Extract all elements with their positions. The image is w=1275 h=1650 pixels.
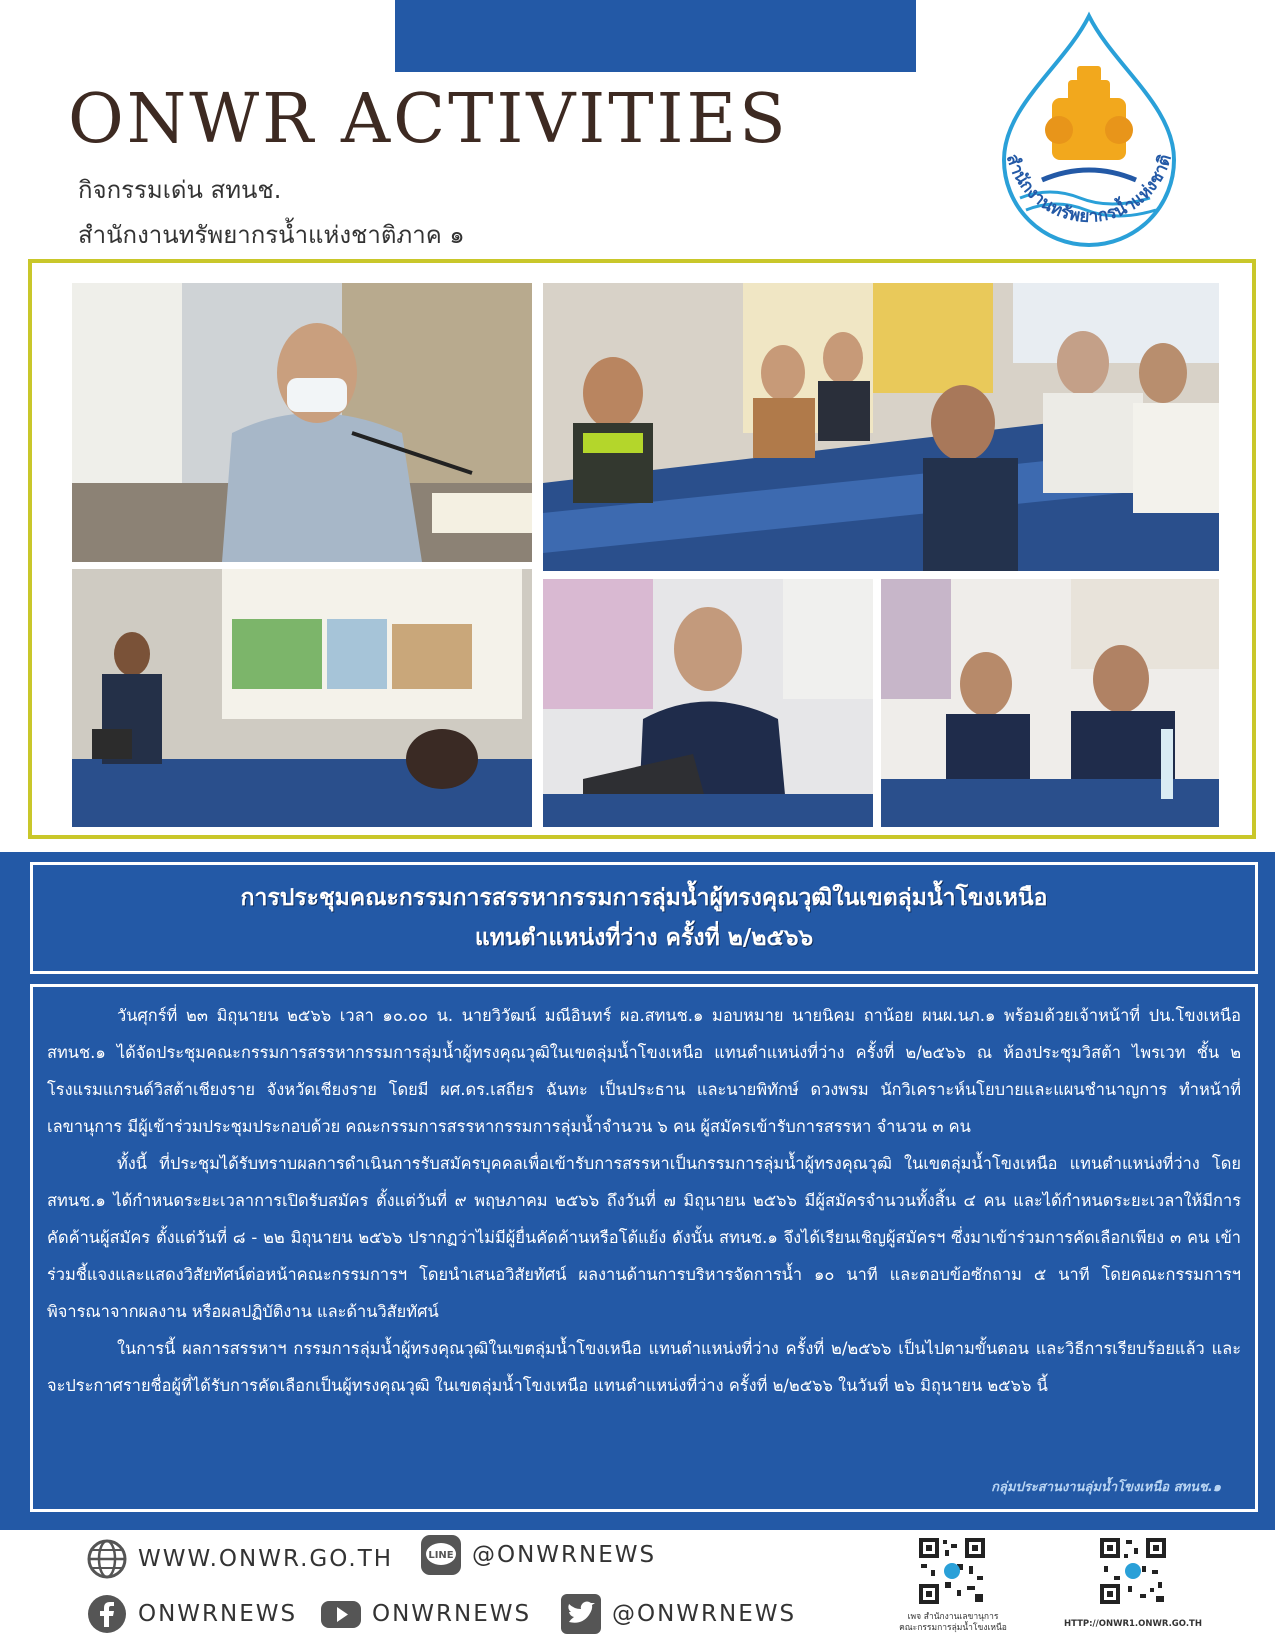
svg-text:LINE: LINE xyxy=(428,1550,454,1561)
article-title-line-2: แทนตำแหน่งที่ว่าง ครั้งที่ ๒/๒๕๖๖ xyxy=(474,925,814,951)
facebook-icon xyxy=(86,1593,128,1635)
article-title-box xyxy=(30,862,1258,974)
qr-caption-url: HTTP://ONWR1.ONWR.GO.TH xyxy=(1064,1619,1202,1629)
logo-caption: สำนักงานทรัพยากรน้ำแห่งชาติ xyxy=(1001,151,1176,227)
photo-presenter xyxy=(72,569,532,827)
photo-meeting-room xyxy=(543,283,1219,571)
youtube-link[interactable] xyxy=(320,1593,531,1635)
youtube-icon xyxy=(320,1593,362,1635)
twitter-link[interactable] xyxy=(560,1593,796,1635)
photo-speaker-at-table xyxy=(72,283,532,562)
article-title-line-1: การประชุมคณะกรรมการสรรหากรรมการลุ่มน้ำผู้ทรงคุณวุฒิในเขตลุ่มน้ำโขงเหนือ xyxy=(240,885,1048,911)
website-url: WWW.ONWR.GO.TH xyxy=(138,1546,394,1572)
globe-icon xyxy=(86,1538,128,1580)
qr-caption-line-2: คณะกรรมการลุ่มน้ำโขงเหนือ xyxy=(899,1623,1007,1633)
youtube-handle: ONWRNEWS xyxy=(372,1601,532,1627)
photo-young-man-laptop xyxy=(543,579,873,827)
article-section xyxy=(0,852,1275,1530)
qr-code-icon[interactable] xyxy=(1098,1536,1168,1606)
page-title: ONWR ACTIVITIES xyxy=(68,80,789,159)
article-credit: กลุ่มประสานงานลุ่มน้ำโขงเหนือ สทนช.๑ xyxy=(991,1480,1221,1495)
page-subtitle: กิจกรรมเด่น สทนช. xyxy=(78,176,282,204)
facebook-link[interactable] xyxy=(86,1593,297,1635)
top-accent-bar xyxy=(395,0,916,72)
twitter-handle: @ONWRNEWS xyxy=(612,1601,797,1627)
twitter-icon xyxy=(560,1593,602,1635)
qr-caption-line-1: เพจ สำนักงานเลขานุการ xyxy=(907,1612,999,1622)
qr-code-icon[interactable] xyxy=(917,1536,987,1606)
article-paragraph-1: วันศุกร์ที่ ๒๓ มิถุนายน ๒๕๖๖ เวลา ๑๐.๐๐ น. นายวิวัฒน์ มณีอินทร์ ผอ.สทนช.๑ มอบหมาย นายนิคม ถาน้อย ผนผ.นภ.๑ พร้อมด้วยเจ้าหน้าที่ ปน.โขงเหนือ สทนช.๑ ได้จัดประชุมคณะกรรมการสรรหากรรมการลุ่มน้ำผู้ทรงคุณวุฒิในเขตลุ่มน้ำโขงเหนือ แทนตำแหน่งที่ว่าง ครั้งที่ ๒/๒๕๖๖ ณ ห้องประชุมวิสต้า ไพรเวท ชั้น ๒ โรงแรมแกรนด์วิสต้าเชียงราย จังหวัดเชียงราย โดยมี ผศ.ดร.เสถียร ฉันทะ เป็นประธาน และนายพิทักษ์ ดวงพรม นักวิเคราะห์นโยบายและแผนชำนาญการ ทำหน้าที่เลขานุการ มีผู้เข้าร่วมประชุมประกอบด้วย คณะกรรมการสรรหากรรมการลุ่มน้ำจำนวน ๖ คน ผู้สมัครเข้ารับการสรรหา จำนวน ๓ คน xyxy=(47,1006,1241,1136)
photo-two-attendees xyxy=(881,579,1219,827)
facebook-handle: ONWRNEWS xyxy=(138,1601,298,1627)
line-icon xyxy=(420,1534,462,1576)
line-link[interactable] xyxy=(420,1534,656,1576)
article-body xyxy=(30,984,1258,1512)
article-paragraph-3: ในการนี้ ผลการสรรหาฯ กรรมการลุ่มน้ำผู้ทรงคุณวุฒิในเขตลุ่มน้ำโขงเหนือ แทนตำแหน่งที่ว่าง ครั้งที่ ๒/๒๕๖๖ เป็นไปตามขั้นตอน และวิธีการเรียบร้อยแล้ว และจะประกาศรายชื่อผู้ที่ได้รับการคัดเลือกเป็นผู้ทรงคุณวุฒิ ในเขตลุ่มน้ำโขงเหนือ แทนตำแหน่งที่ว่าง ครั้งที่ ๒/๒๕๖๖ ในวันที่ ๒๖ มิถุนายน ๒๕๖๖ นี้ xyxy=(47,1339,1241,1395)
website-link[interactable] xyxy=(86,1538,393,1580)
photo-collage xyxy=(28,259,1256,839)
onwr-logo xyxy=(980,10,1198,250)
article-paragraph-2: ทั้งนี้ ที่ประชุมได้รับทราบผลการดำเนินการรับสมัครบุคคลเพื่อเข้ารับการสรรหาเป็นกรรมการลุ่มน้ำผู้ทรงคุณวุฒิ ในเขตลุ่มน้ำโขงเหนือ แทนตำแหน่งที่ว่าง โดย สทนช.๑ ได้กำหนดระยะเวลาการเปิดรับสมัคร ตั้งแต่วันที่ ๙ พฤษภาคม ๒๕๖๖ ถึงวันที่ ๗ มิถุนายน ๒๕๖๖ มีผู้สมัครจำนวนทั้งสิ้น ๔ คน และได้กำหนดระยะเวลาให้มีการคัดค้านผู้สมัคร ตั้งแต่วันที่ ๘ - ๒๒ มิถุนายน ๒๕๖๖ ปรากฏว่าไม่มีผู้ยื่นคัดค้านหรือโต้แย้ง ดังนั้น สทนช.๑ จึงได้เรียนเชิญผู้สมัครฯ ซึ่งมาเข้าร่วมการคัดเลือกเพียง ๓ คน เข้าร่วมชี้แจงและแสดงวิสัยทัศน์ต่อหน้าคณะกรรมการฯ โดยนำเสนอวิสัยทัศน์ ผลงานด้านการบริหารจัดการน้ำ ๑๐ นาที และตอบข้อซักถาม ๕ นาที โดยคณะกรรมการฯ พิจารณาจากผลงาน หรือผลปฏิบัติงาน และด้านวิสัยทัศน์ xyxy=(47,1154,1241,1321)
line-handle: @ONWRNEWS xyxy=(472,1542,657,1568)
qr-caption-page xyxy=(868,1612,1038,1634)
office-name: สำนักงานทรัพยากรน้ำแห่งชาติภาค ๑ xyxy=(78,221,465,249)
